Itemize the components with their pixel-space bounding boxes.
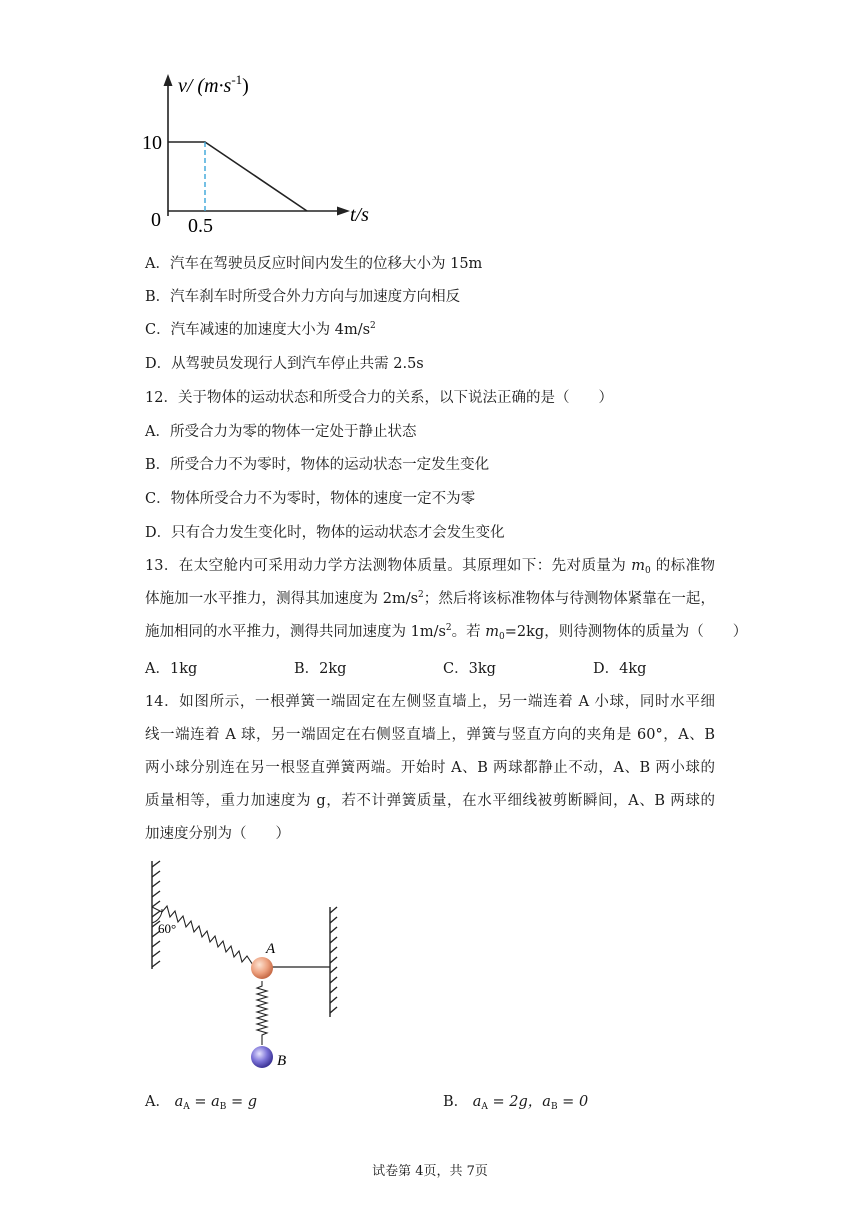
origin-label: 0 [151,209,161,231]
q13-option-a: A．1kg [145,661,198,677]
q13-option-c: C．3kg [443,661,496,677]
ball-a-label: A [266,941,276,957]
y-tick-10: 10 [142,132,162,154]
q12-option-a: A．所受合力为零的物体一定处于静止状态 [145,424,417,440]
x-tick-0.5: 0.5 [188,215,213,237]
q14-option-b: B． $a_A = 2g$，$a_B = 0$ [443,1094,589,1112]
right-wall [330,907,337,1017]
page-footer: 试卷第 4页，共 7页 [372,1164,488,1179]
ball-b [251,1046,273,1068]
x-axis-label: t/s [350,204,369,226]
left-wall [152,861,160,969]
q11-option-c: C．汽车减速的加速度大小为 $4m/s^2$ [145,321,376,338]
q12-option-b: B．所受合力不为零时，物体的运动状态一定发生变化 [145,457,490,473]
q14-option-a: A． $a_A = a_B = g$ [145,1094,258,1112]
q13-option-b: B．2kg [294,661,347,677]
q14-stem: 14．如图所示，一根弹簧一端固定在左侧竖直墙上，另一端连着 A 小球，同时水平细 线一端连着 A 球，另一端固定在右侧竖直墙上，弹簧与竖直方向的夹角是 60°，A、B 两小球分别连在另一根竖直弹簧两端。开始时 A、B 两球都静止不动，A、B 两小球的 质量相等，重力加速度为 g，若不计弹簧质量，在水平细线被剪断瞬间，A、B 两球的 加速度分别为（ ） [145,694,715,842]
q12-stem: 12．关于物体的运动状态和所受合力的关系，以下说法正确的是（ ） [145,390,613,406]
velocity-curve [168,142,307,211]
q11-option-d: D．从驾驶员发现行人到汽车停止共需 2.5s [145,356,424,372]
q13-stem: 13．在太空舱内可采用动力学方法测物体质量。其原理如下：先对质量为 $m_0$ 的标准物 体施加一水平推力，测得其加速度为 $2m/s^2$；然后将该标准物体与待测物体紧靠在一起， 施加相同的水平推力，测得共同加速度为 $1m/s^2$。若 $m_0=2kg$，则待测物体的质量为（ ） [145,558,748,642]
ball-a [251,957,273,979]
angle-label: 60° [158,921,177,936]
inclined-spring [152,906,262,968]
ball-b-label: B [277,1053,287,1069]
q11-option-b: B．汽车刹车时所受合外力方向与加速度方向相反 [145,289,461,305]
velocity-time-graph [140,68,390,240]
q13-option-d: D．4kg [593,661,647,677]
q12-option-d: D．只有合力发生变化时，物体的运动状态才会发生变化 [145,525,505,541]
y-axis-label: v/ $(m\cdot s^{-1})$ [178,72,249,97]
vertical-spring [257,981,267,1045]
q12-option-c: C．物体所受合力不为零时，物体的速度一定不为零 [145,491,476,507]
spring-balls-figure [140,855,360,1075]
q11-option-a: A．汽车在驾驶员反应时间内发生的位移大小为 15m [145,256,483,272]
